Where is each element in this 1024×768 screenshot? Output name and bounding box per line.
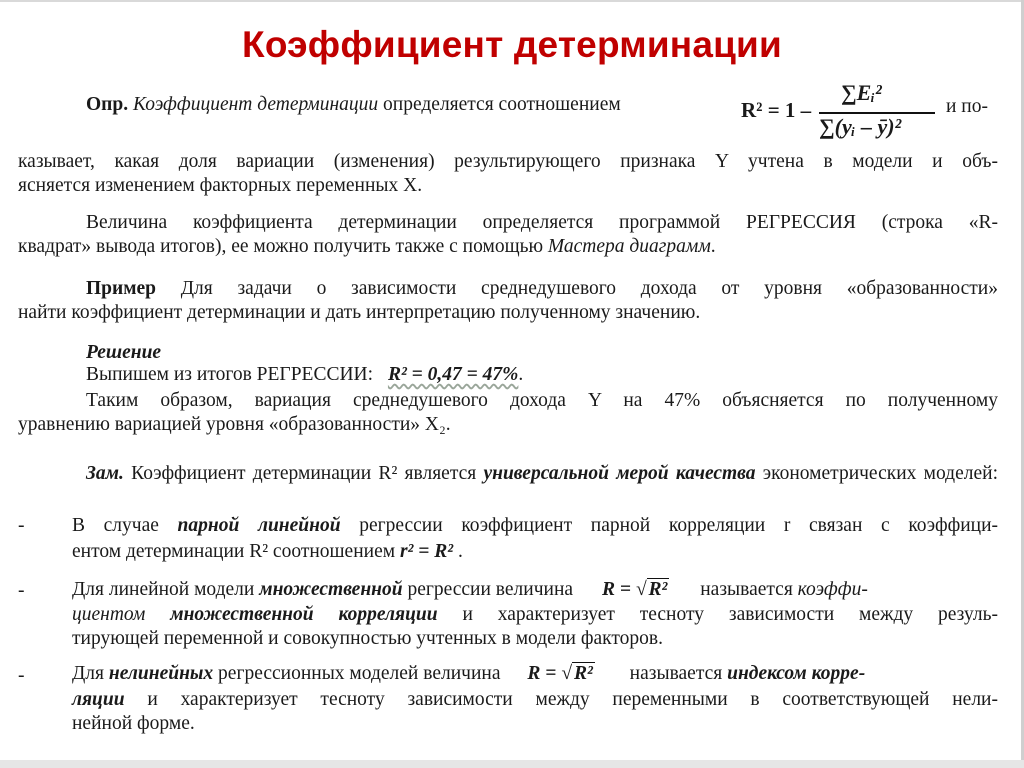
note-emphasis: универсальной мерой качества (483, 463, 756, 484)
solution-text: Выпишем из итогов РЕГРЕССИИ: (86, 364, 374, 385)
example-label: Пример (86, 278, 157, 299)
slide-border-top (0, 0, 1024, 2)
item3-sqrt-formula: R = √ R² (527, 663, 593, 684)
item3-emphasis: нелинейных (108, 663, 214, 684)
definition-text: определяется соотношением (383, 94, 621, 115)
formula-fraction (819, 80, 939, 146)
formula-denominator: ∑(yᵢ – ȳ)² (819, 114, 902, 139)
r-squared-value: R² = 0,47 = 47% (387, 364, 519, 385)
definition-label: Опр. (86, 94, 129, 115)
item1-line1 (72, 514, 998, 538)
item3-emphasis-2: индексом корре- (727, 663, 866, 684)
item1-emphasis: парной линейной (177, 515, 341, 536)
item3-text-d: и характеризует тесноту зависимости между переменными в соответствующей нели- (124, 689, 998, 710)
definition-line2: казывает, какая доля вариации (изменения) результирующего признака Y учтена в модели и объ- (18, 151, 998, 172)
para2-line1: Величина коэффициента детерминации определяется программой РЕГРЕССИЯ (строка «R- (86, 212, 998, 233)
chart-wizard-term: Мастера диаграмм (547, 236, 711, 257)
para2-text: квадрат» вывода итогов), ее можно получить также с помощью (18, 236, 548, 257)
formula-numerator: ∑Eᵢ² (841, 80, 882, 105)
item2-text-c: называется (700, 579, 798, 600)
solution-line2: Таким образом, вариация среднедушевого дохода Y на 47% объясняется по полученному (86, 390, 998, 411)
definition-line1 (86, 93, 726, 117)
item3-formula-lhs: R = (527, 663, 557, 684)
item3-emphasis-3: ляции (72, 689, 125, 710)
item3-line2 (72, 688, 998, 712)
item2-text-d: и характеризует тесноту зависимости между резуль- (437, 604, 998, 625)
item2-line3: тирующей переменной и совокупностью учтенных в модели факторов. (72, 628, 663, 649)
item2-term: коэффи- (797, 579, 868, 600)
item1-text-c: ентом детерминации R² соотношением (72, 541, 400, 562)
item3-text-a: Для (72, 663, 109, 684)
list-dash-3: - (18, 665, 25, 686)
solution-line1 (86, 363, 1024, 387)
determination-formula (741, 78, 953, 148)
para2-period: . (710, 236, 716, 257)
item2-formula-radicand: R² (648, 579, 668, 600)
item1-text-b: регрессии коэффициент парной корреляции r связан с коэффици- (340, 515, 998, 536)
item2-text-a: Для линейной модели (72, 579, 260, 600)
list-dash-2: - (18, 580, 25, 601)
item2-sqrt-formula: R = √ R² (601, 579, 668, 600)
item2-term-cont: циентом (72, 604, 171, 625)
item1-text-a: В случае (72, 515, 178, 536)
list-dash-1: - (18, 515, 25, 536)
example-line1 (86, 277, 998, 301)
item2-line1 (72, 578, 998, 602)
item3-line3: нейной форме. (72, 713, 195, 734)
item3-text-b: регрессионных моделей величина (213, 663, 501, 684)
item1-formula: r² = R² (399, 541, 454, 562)
slide-border-bottom (0, 760, 1024, 768)
note-label: Зам. (86, 463, 124, 484)
item2-text-b: регрессии величина (402, 579, 574, 600)
definition-line1-end: и по- (946, 96, 988, 117)
definition-line3: ясняется изменением факторных переменных X. (18, 175, 423, 196)
item3-formula-radicand: R² (573, 663, 593, 684)
example-line2: найти коэффициент детерминации и дать интерпретацию полученному значению. (18, 302, 701, 323)
solution-line3: уравнению вариацией уровня «образованности» X₂. (18, 414, 451, 435)
item1-line2 (72, 540, 1024, 564)
para2-line2 (18, 235, 998, 259)
item2-emphasis: множественной (259, 579, 403, 600)
item2-formula-lhs: R = (601, 579, 631, 600)
formula-lhs: R² = 1 – (741, 98, 812, 122)
item2-line2 (72, 603, 998, 627)
item1-period: . (453, 541, 463, 562)
item2-emphasis-2: множественной корреляции (170, 604, 438, 625)
definition-term: Коэффициент детерминации (133, 94, 379, 115)
solution-label: Решение (86, 342, 162, 363)
example-text: Для задачи о зависимости среднедушевого дохода от уровня «образованности» (180, 278, 998, 299)
note-text: Коэффициент детерминации R² является (131, 463, 484, 484)
note-text-end: эконометрических моделей: (755, 463, 998, 484)
solution-period: . (518, 364, 524, 385)
note-line1 (86, 462, 998, 486)
item3-line1 (72, 662, 998, 686)
item3-text-c: называется (629, 663, 728, 684)
page-title: Коэффициент детерминации (242, 24, 782, 65)
